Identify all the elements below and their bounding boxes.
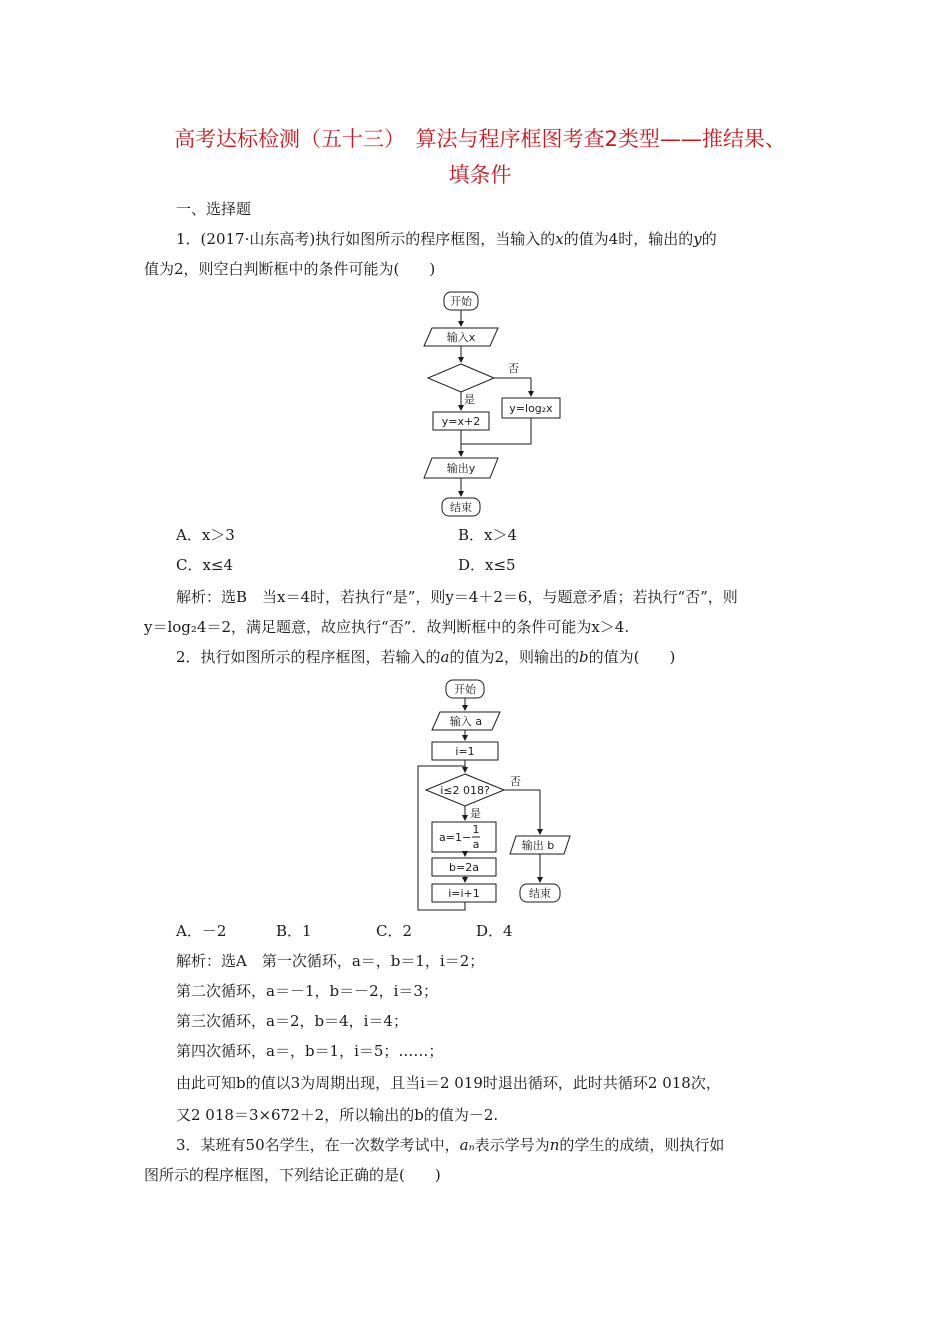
- q1-option-a: A．x＞3: [176, 526, 235, 544]
- section-heading: 一、选择题: [176, 200, 252, 218]
- q2-option-b: B．1: [276, 922, 312, 940]
- q3-stem-line1: 3．某班有50名学生，在一次数学考试中，aₙ表示学号为n的学生的成绩，则执行如: [176, 1136, 725, 1154]
- svg-text:输出 b: 输出 b: [521, 839, 555, 852]
- q2-solution-line5: 由此可知b的值以3为周期出现，且当i＝2 019时退出循环，此时共循环2 018次，: [176, 1074, 721, 1092]
- q3-stem-line2: 图所示的程序框图，下列结论正确的是( ): [144, 1166, 441, 1184]
- q2-solution-line4: 第四次循环，a＝，b＝1，i＝5；……；: [176, 1042, 444, 1060]
- q1-option-c: C．x≤4: [176, 556, 234, 574]
- svg-text:结束: 结束: [450, 501, 472, 514]
- q2-option-d: D．4: [476, 922, 513, 940]
- svg-text:a: a: [472, 838, 480, 851]
- page-title: 高考达标检测（五十三） 算法与程序框图考查2类型——推结果、: [174, 127, 786, 151]
- q2-flowchart: [410, 676, 590, 914]
- svg-text:是: 是: [464, 393, 475, 406]
- svg-text:否: 否: [508, 362, 519, 375]
- svg-text:i=i+1: i=i+1: [448, 887, 480, 900]
- q1-option-b: B．x＞4: [458, 526, 518, 544]
- q2-option-a: A．－2: [176, 922, 227, 940]
- svg-text:开始: 开始: [454, 683, 476, 696]
- svg-text:是: 是: [470, 807, 481, 820]
- q2-solution-line2: 第二次循环，a＝－1，b＝－2，i＝3；: [176, 982, 438, 1000]
- q1-solution-line2: y＝log₂4＝2，满足题意，故应执行“否”．故判断框中的条件可能为x＞4.: [144, 618, 630, 636]
- page-title-continued: 填条件: [448, 163, 512, 187]
- svg-text:输入 a: 输入 a: [449, 715, 483, 728]
- q2-option-c: C．2: [376, 922, 413, 940]
- decision-diamond: [428, 364, 494, 392]
- svg-text:i=1: i=1: [455, 745, 475, 758]
- svg-text:b=2a: b=2a: [449, 861, 479, 874]
- q1-solution-line1: 解析：选B 当x＝4时，若执行“是”，则y＝4＋2＝6，与题意矛盾；若执行“否”，则: [176, 588, 738, 606]
- svg-text:a=1−: a=1−: [439, 831, 472, 844]
- q2-solution-line3: 第三次循环，a＝2，b＝4，i＝4；: [176, 1012, 408, 1030]
- svg-text:i≤2 018?: i≤2 018?: [440, 784, 490, 797]
- svg-text:y=x+2: y=x+2: [441, 415, 481, 428]
- svg-text:1: 1: [472, 823, 480, 836]
- q2-solution-line1: 解析：选A 第一次循环，a＝，b＝1，i＝2；: [176, 952, 485, 970]
- svg-text:输入x: 输入x: [446, 331, 476, 344]
- svg-text:否: 否: [510, 775, 521, 788]
- svg-text:开始: 开始: [450, 295, 472, 308]
- q2-stem: 2．执行如图所示的程序框图，若输入的a的值为2，则输出的b的值为( ): [176, 648, 676, 666]
- svg-text:y=log₂x: y=log₂x: [509, 402, 553, 415]
- q1-stem-line2: 值为2，则空白判断框中的条件可能为( ): [144, 260, 436, 278]
- q1-option-d: D．x≤5: [458, 556, 516, 574]
- q1-flowchart: [420, 286, 590, 520]
- q1-stem-line1: 1．(2017·山东高考)执行如图所示的程序框图，当输入的x的值为4时，输出的y的: [176, 230, 717, 248]
- q2-solution-line6: 又2 018＝3×672＋2，所以输出的b的值为－2.: [176, 1106, 499, 1124]
- svg-text:输出y: 输出y: [446, 462, 476, 475]
- svg-text:结束: 结束: [529, 887, 551, 900]
